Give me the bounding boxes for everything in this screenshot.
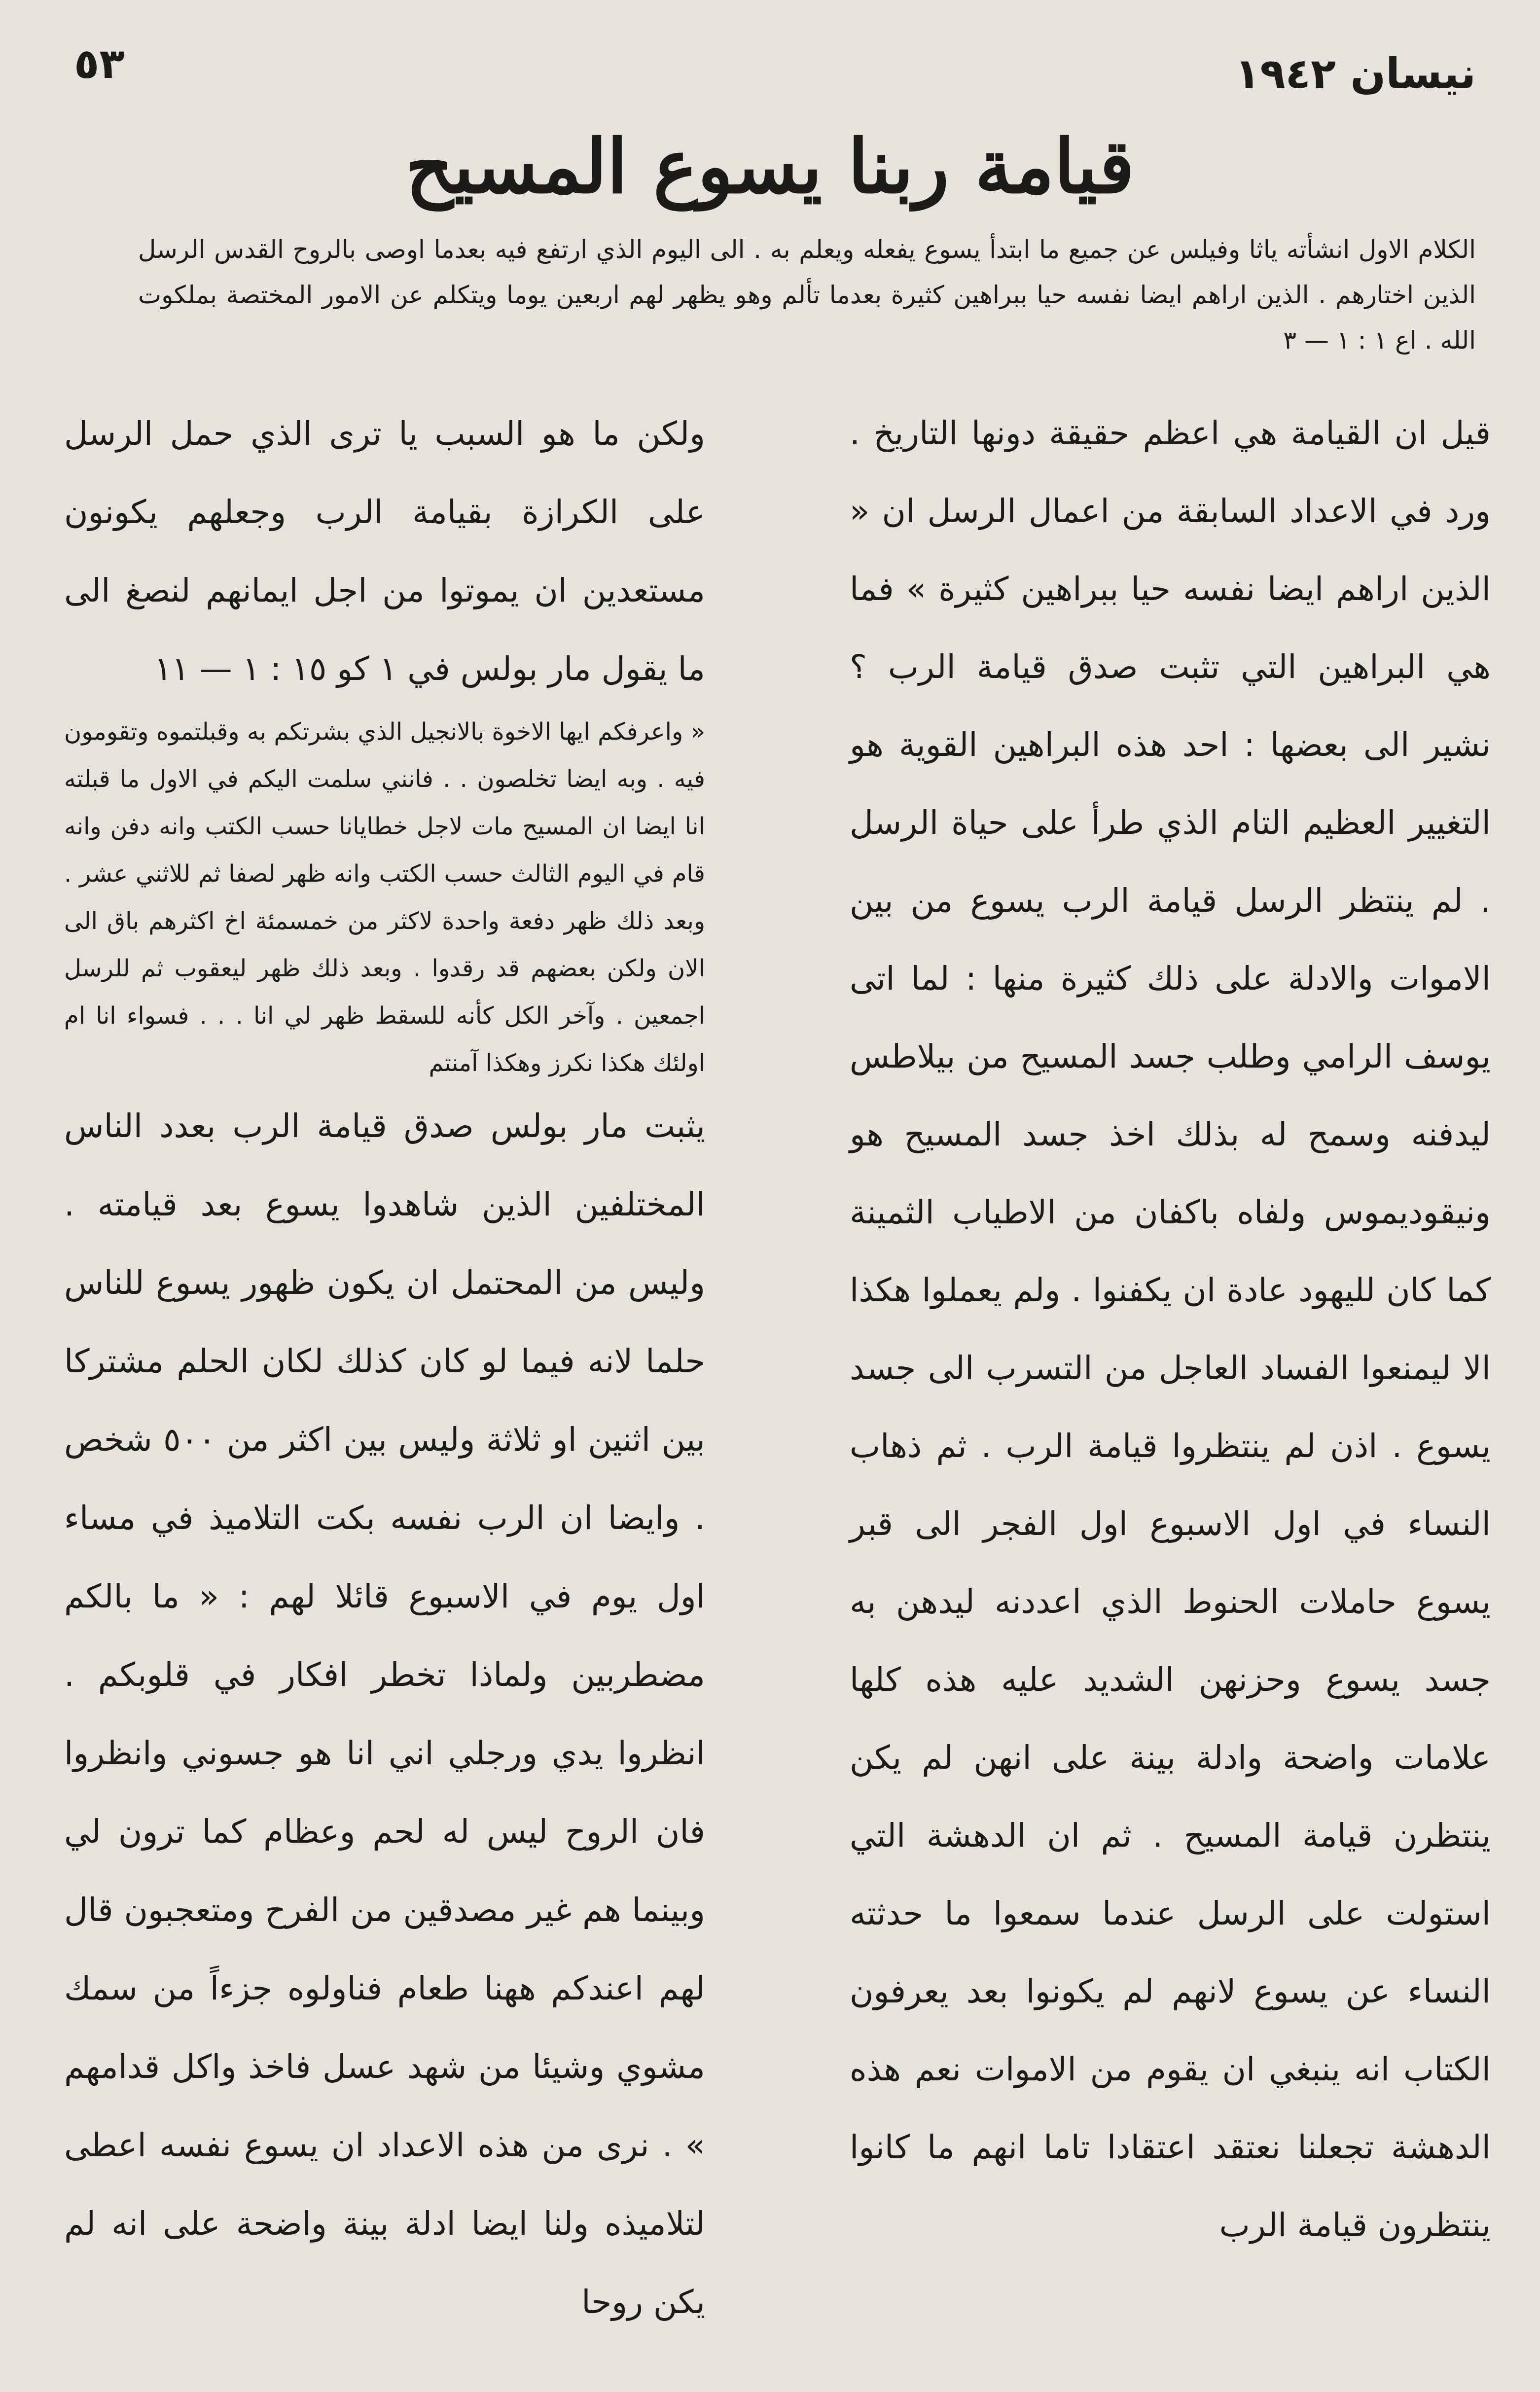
article-epigraph: الكلام الاول انشأته ياثا وفيلس عن جميع ما ابتدأ يسوع يفعله ويعلم به . الى اليوم الذي ارتفع فيه بعدما اوصى بالروح القدس الرسل الذين اختارهم . الذين اراهم ايضا نفسه حيا ببراهين كثيرة بعدما تألم وهو يظهر لهم اربعين يوما ويتكلم عن الامور المختصة بملكوت الله . اع ١ : ١ — ٣ — [138, 235, 1476, 355]
article-title: قيامة ربنا يسوع المسيح — [405, 123, 1135, 210]
right-column — [850, 394, 1491, 2264]
page-number: ٥٣ — [74, 39, 125, 88]
issue-date: نيسان ١٩٤٢ — [1235, 49, 1476, 98]
left-column-intro: ولكن ما هو السبب يا ترى الذي حمل الرسل على الكرازة بقيامة الرب وجعلهم يكونون مستعدين ان يموتوا من اجل ايمانهم لنصغ الى ما يقول مار بولس في ١ كو ١٥ : ١ — ١١ — [64, 415, 705, 688]
right-column-text: قيل ان القيامة هي اعظم حقيقة دونها التاريخ . ورد في الاعداد السابقة من اعمال الرسل ان « الذين اراهم ايضا نفسه حيا ببراهين كثيرة » فما هي البراهين التي تثبت صدق قيامة الرب ؟ نشير الى بعضها : احد هذه البراهين القوية هو التغيير العظيم التام الذي طرأ على حياة الرسل . لم ينتظر الرسل قيامة الرب يسوع من بين الاموات والادلة على ذلك كثيرة منها : لما اتى يوسف الرامي وطلب جسد المسيح من بيلاطس ليدفنه وسمح له بذلك اخذ جسد المسيح هو ونيقوديموس ولفاه باكفان من الاطياب الثمينة كما كان لليهود عادة ان يكفنوا . ولم يعملوا هكذا الا ليمنعوا الفساد العاجل من التسرب الى جسد يسوع . اذن لم ينتظروا قيامة الرب . ثم ذهاب النساء في اول الاسبوع اول الفجر الى قبر يسوع حاملات الحنوط الذي اعددنه ليدهن به جسد يسوع وحزنهن الشديد عليه هذه كلها علامات واضحة وادلة بينة على انهن لم يكن ينتظرن قيامة المسيح . ثم ان الدهشة التي استولت على الرسل عندما سمعوا ما حدثته النساء عن يسوع لانهم لم يكونوا بعد يعرفون الكتاب انه ينبغي ان يقوم من الاموات نعم هذه الدهشة تجعلنا نعتقد اعتقادا تاما انهم ما كانوا ينتظرون قيامة الرب — [850, 414, 1491, 2244]
left-column-text: يثبت مار بولس صدق قيامة الرب بعدد الناس المختلفين الذين شاهدوا يسوع بعد قيامته . وليس من المحتمل ان يكون ظهور يسوع للناس حلما لانه فيما لو كان كذلك لكان الحلم مشتركا بين اثنين او ثلاثة وليس بين اكثر من ٥٠٠ شخص . وايضا ان الرب نفسه بكت التلاميذ في مساء اول يوم في الاسبوع قائلا لهم : « ما بالكم مضطربين ولماذا تخطر افكار في قلوبكم . انظروا يدي ورجلي اني انا هو جسوني وانظروا فان الروح ليس له لحم وعظام كما ترون لي وبينما هم غير مصدقين من الفرح ومتعجبون قال لهم اعندكم ههنا طعام فناولوه جزءاً من سمك مشوي وشيئا من شهد عسل فاخذ واكل قدامهم » . نرى من هذه الاعداد ان يسوع نفسه اعطى لتلاميذه ولنا ايضا ادلة بينة واضحة على انه لم يكن روحا — [64, 1107, 705, 2321]
left-column — [64, 394, 705, 2341]
scripture-quote: « واعرفكم ايها الاخوة بالانجيل الذي بشرتكم به وقبلتموه وتقومون فيه . وبه ايضا تخلصون . . فانني سلمت اليكم في الاول ما قبلته انا ايضا ان المسيح مات لاجل خطايانا حسب الكتب وانه دفن وانه قام في اليوم الثالث حسب الكتب وانه ظهر لصفا ثم للاثني عشر . وبعد ذلك ظهر دفعة واحدة لاكثر من خمسمئة اخ اكثرهم باق الى الان ولكن بعضهم قد رقدوا . وبعد ذلك ظهر ليعقوب ثم للرسل اجمعين . وآخر الكل كأنه للسقط ظهر لي انا . . . فسواء انا ام اولئك هكذا نكرز وهكذا آمنتم — [64, 718, 705, 1077]
